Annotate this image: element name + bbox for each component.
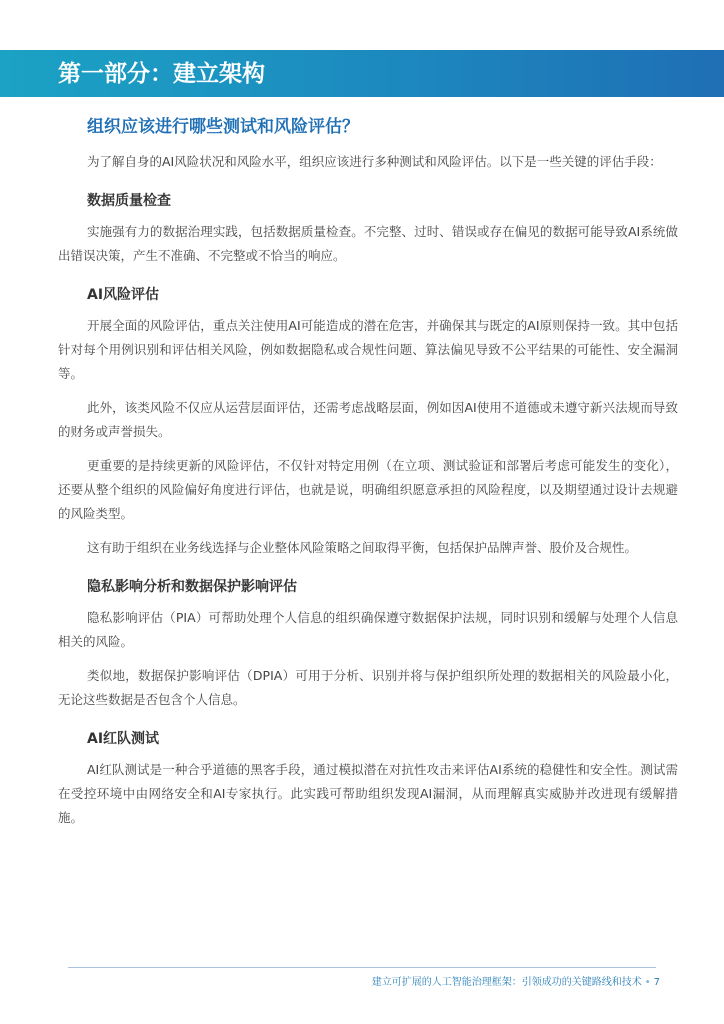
- footer-document-title: 建立可扩展的人工智能治理框架：引领成功的关键路线和技术: [371, 977, 642, 988]
- paragraph: 这有助于组织在业务线选择与企业整体风险策略之间取得平衡，包括保护品牌声誉、股价及合规性。: [87, 540, 638, 555]
- footer-divider: [68, 967, 656, 968]
- paragraph: 此外，该类风险不仅应从运营层面评估，还需考虑战略层面，例如因AI使用不道德或未遵守新兴法规而导致的财务或声誉损失。: [58, 400, 678, 439]
- footer-separator: •: [644, 977, 651, 988]
- section-title: 第一部分：建立架构: [58, 61, 265, 87]
- intro-paragraph: 为了解自身的AI风险状况和风险水平，组织应该进行多种测试和风险评估。以下是一些关键的评估手段：: [87, 154, 662, 169]
- paragraph: 开展全面的风险评估，重点关注使用AI可能造成的潜在危害，并确保其与既定的AI原则保持一致。其中包括针对每个用例识别和评估相关风险，例如数据隐私或合规性问题、算法偏见导致不公平结果的可能性、安全漏洞等。: [58, 318, 678, 381]
- section-heading: 隐私影响分析和数据保护影响评估: [87, 579, 297, 595]
- section-ai-risk-assessment: [58, 284, 678, 560]
- section-heading: 数据质量检查: [87, 193, 171, 209]
- section-heading: AI风险评估: [87, 287, 160, 303]
- section-ai-red-team: [58, 728, 678, 830]
- paragraph: 类似地，数据保护影响评估（DPIA）可用于分析、识别并将与保护组织所处理的数据相关的风险最小化，无论这些数据是否包含个人信息。: [58, 668, 678, 707]
- section-heading: AI红队测试: [87, 731, 160, 747]
- footer: [372, 976, 660, 990]
- section-data-quality: [58, 190, 678, 268]
- section-header-band: [0, 50, 724, 97]
- paragraph: 隐私影响评估（PIA）可帮助处理个人信息的组织确保遵守数据保护法规，同时识别和缓解与处理个人信息相关的风险。: [58, 610, 678, 649]
- paragraph: 实施强有力的数据治理实践，包括数据质量检查。不完整、过时、错误或存在偏见的数据可能导致AI系统做出错误决策，产生不准确、不完整或不恰当的响应。: [58, 224, 678, 263]
- section-privacy-impact: [58, 576, 678, 712]
- paragraph: AI红队测试是一种合乎道德的黑客手段，通过模拟潜在对抗性攻击来评估AI系统的稳健性和安全性。测试需在受控环境中由网络安全和AI专家执行。此实践可帮助组织发现AI漏洞，从而理解真实威胁并改进现有缓解措施。: [58, 762, 678, 825]
- page-number: 7: [653, 977, 660, 988]
- paragraph: 更重要的是持续更新的风险评估，不仅针对特定用例（在立项、测试验证和部署后考虑可能发生的变化），还要从整个组织的风险偏好角度进行评估，也就是说，明确组织愿意承担的风险程度，以及期望通过设计去规避的风险类型。: [58, 458, 678, 521]
- main-heading: 组织应该进行哪些测试和风险评估？: [87, 117, 359, 137]
- page-content: [58, 114, 678, 840]
